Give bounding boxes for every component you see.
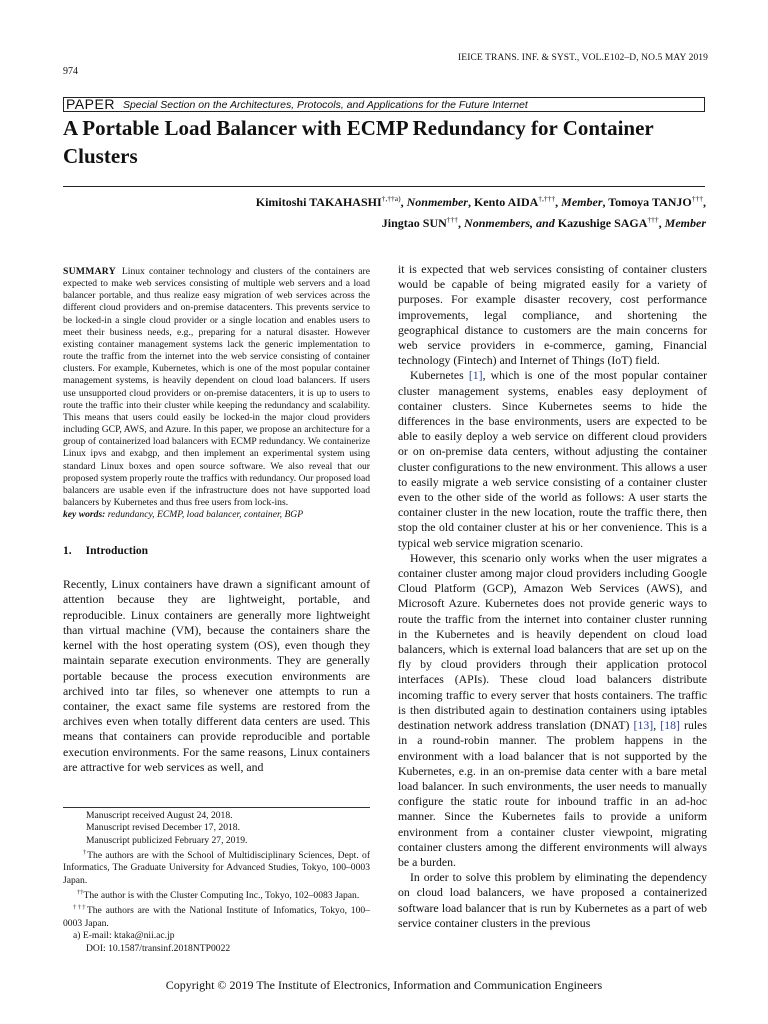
footnote-affiliation bbox=[63, 847, 370, 887]
author-name: , Tomoya TANJO bbox=[602, 195, 692, 209]
section-banner bbox=[63, 97, 705, 112]
keywords-block bbox=[63, 509, 370, 521]
summary-block bbox=[63, 266, 370, 509]
title-rule bbox=[63, 186, 705, 187]
paragraph-text: , which is one of the most popular container cluster management systems, enables easy deployment of container clusters. Since Kubernetes seems to hide the differences in the base environments, users are expected to be able to easily deploy a web service on different cloud providers or on on-premise data centers, without adjusting the container cluster configurations to the new environment. This allows a user to easily migrate a web service consisting of a container cluster even to the other side of the world as follows: A user starts the container cluster in the new location, route the traffic there, then stop the old container cluster at his or her convenience. This is a typical web service migration scenario. bbox=[398, 368, 707, 550]
membership: Member bbox=[664, 216, 706, 230]
separator: , bbox=[658, 216, 665, 230]
footnote-text: The authors are with the National Institute of Infomatics, Tokyo, 100–0003 Japan. bbox=[63, 905, 370, 929]
copyright-notice: Copyright © 2019 The Institute of Electronics, Information and Communication Engineers bbox=[165, 978, 603, 992]
summary-label: SUMMARY bbox=[63, 266, 116, 277]
footnote-affiliation bbox=[63, 902, 370, 930]
right-column bbox=[398, 262, 707, 931]
footnote-mark: ††† bbox=[73, 904, 87, 912]
footnote-text: The authors are with the School of Multidisciplinary Sciences, Dept. of Informatics, The Graduate University for Advanced Studies, Tokyo, 100–0003 Japan. bbox=[63, 850, 371, 886]
body-paragraph: it is expected that web services consisting of container clusters would be capable of being migrated easily for a variety of purposes. For example disaster recovery, cost performance improvements, legal compliance, and shortening the geographical distance to customers are the main concerns for web service providers in e-commerce, gaming, Financial technology (Fintech) and Internet of Things (IoT) field. bbox=[398, 262, 707, 368]
author-line-2 bbox=[106, 211, 706, 232]
keywords-label: key words: bbox=[63, 509, 106, 521]
footnote-revised: Manuscript revised December 17, 2018. bbox=[86, 822, 240, 834]
body-paragraph bbox=[398, 368, 707, 550]
body-paragraph bbox=[398, 551, 707, 870]
author-name: Kimitoshi TAKAHASHI bbox=[255, 195, 382, 209]
footnote-text: The author is with the Cluster Computing Inc., Tokyo, 102–0083 Japan. bbox=[83, 890, 360, 902]
citation-link[interactable]: [1] bbox=[468, 368, 483, 383]
citation-link[interactable]: [13] bbox=[633, 718, 654, 733]
affiliation-mark: ††† bbox=[647, 215, 659, 224]
affiliation-mark: ††† bbox=[446, 215, 459, 224]
footnote-received: Manuscript received August 24, 2018. bbox=[86, 810, 233, 821]
left-column bbox=[63, 266, 370, 775]
keywords-text: redundancy, ECMP, load balancer, container, BGP bbox=[107, 509, 304, 521]
section-heading-text: Introduction bbox=[85, 545, 149, 558]
separator: , bbox=[703, 195, 706, 209]
membership: Nonmembers, and bbox=[464, 216, 555, 230]
summary-text: Linux container technology and clusters of the containers are expected to make web services consisting of multiple web servers and a load balancer portable, and thus realize easy migration of web services across the different cloud providers and on-premise datacenters. This prevents service to be locked-in a single cloud provider or a single location and enables users to meet their business needs, e.g., preparing for a natural disaster. However existing container management systems lack the generic implementation to route the traffic from the internet into the web service consisting of container clusters. For example, Kubernetes, which is one of the most popular container management systems, is heavily dependent on cloud load balancers. If users use unsupported cloud providers or on-premise datacenters, it is up to users to route the traffic into their cluster while keeping the redundancy and scalability. This means that users could easily be locked-in the major cloud providers including GCP, AWS, and Azure. In this paper, we propose an architecture for a group of containerized load balancers with ECMP redundancy. We containerize Linux ipvs and exabgp, and then implement an experimental system using standard Linux boxes and open source software. We also reveal that our proposed system properly route the traffics with redundancy. Our proposed load balancers are usable even if the infrastructure does not have supported load balancers by Kubernetes and thus free users from lock-ins. bbox=[63, 266, 370, 508]
citation-link[interactable]: [18] bbox=[660, 718, 680, 733]
footnote-mark: † bbox=[83, 848, 88, 856]
paragraph-text: However, this scenario only works when the user migrates a container cluster among major cloud providers including Google Cloud Platform (GCP), Amazon Web Services (AWS), and Microsoft Azure. Kubernetes does not provide generic ways to route the traffic from the internet into container cluster running in the Kubernetes and is heavily dependent on cloud load balancers, which is external load balancers that are set up on the fly by cloud providers through their application protocol interfaces (APIs). These cloud load balancers distribute incoming traffic to every server that hosts containers. The traffic is then distributed again to destination containers using iptables destination network address translation (DNAT) bbox=[398, 550, 707, 733]
membership: Member bbox=[561, 195, 603, 209]
author-list bbox=[106, 190, 706, 232]
special-section-title: Special Section on the Architectures, Protocols, and Applications for the Future Internet bbox=[122, 98, 528, 111]
membership: Nonmember bbox=[406, 195, 468, 209]
author-name: Jingtao SUN bbox=[381, 216, 447, 230]
paragraph-text: , bbox=[653, 718, 661, 733]
author-name: Kazushige SAGA bbox=[554, 216, 648, 230]
paragraph-text: Kubernetes bbox=[410, 368, 469, 383]
footnote-doi: DOI: 10.1587/transinf.2018NTP0022 bbox=[86, 942, 231, 954]
affiliation-mark: †,††a) bbox=[381, 194, 401, 203]
section-heading bbox=[63, 545, 370, 557]
footnotes bbox=[63, 807, 370, 955]
separator: , bbox=[555, 195, 562, 209]
affiliation-mark: †,††† bbox=[538, 194, 556, 203]
footnote-email: a) E-mail: ktaka@nii.ac.jp bbox=[73, 930, 175, 942]
intro-paragraph-1: Recently, Linux containers have drawn a significant amount of attention because they are lightweight, portable, and reproducible. Linux containers are generally more lightweight than virtual machine (VM), because the containers share the kernel with the host operating system (OS), even though they maintain separate execution environments. They are generally portable because the process execution environments are archived into tar files, so whenever one attempts to run a container, the exact same file systems are restored from the archives even when totally different data centers are used. This means that containers can provide reproducible and portable execution environments. For the same reasons, Linux containers are attractive for web services as well, and bbox=[63, 577, 370, 774]
author-line-1 bbox=[106, 190, 706, 211]
footnote-mark: †† bbox=[77, 888, 84, 896]
separator: , bbox=[458, 216, 465, 230]
body-paragraph: In order to solve this problem by eliminating the dependency on cloud load balancers, we have proposed a containerized software load balancer that is run by Kubernetes as a part of web service container clusters in the previous bbox=[398, 870, 707, 930]
paper-title: A Portable Load Balancer with ECMP Redundancy for Container Clusters bbox=[63, 116, 654, 168]
paper-tag: PAPER bbox=[66, 96, 115, 112]
paragraph-text: rules in a round-robin manner. The problem happens in the environment with a load balancer that is not supported by the Kubernetes, e.g. in an on-premise data center with a bare metal load balancer. In such environments, the user needs to manually configure the static route for inbound traffic in an ad-hoc manner. Since the Kubernetes fails to provide a uniform environment from a container cluster viewpoint, migrating container clusters among the different environments will always be a burden. bbox=[398, 718, 707, 869]
footnote-publicized: Manuscript publicized February 27, 2019. bbox=[86, 834, 248, 846]
page-number: 974 bbox=[63, 66, 78, 77]
section-number: 1. bbox=[63, 545, 72, 558]
affiliation-mark: ††† bbox=[691, 194, 703, 203]
journal-header: IEICE TRANS. INF. & SYST., VOL.E102–D, NO.5 MAY 2019 bbox=[458, 53, 708, 63]
author-name: , Kento AIDA bbox=[467, 195, 539, 209]
footnote-affiliation bbox=[63, 887, 370, 902]
separator: , bbox=[400, 195, 407, 209]
